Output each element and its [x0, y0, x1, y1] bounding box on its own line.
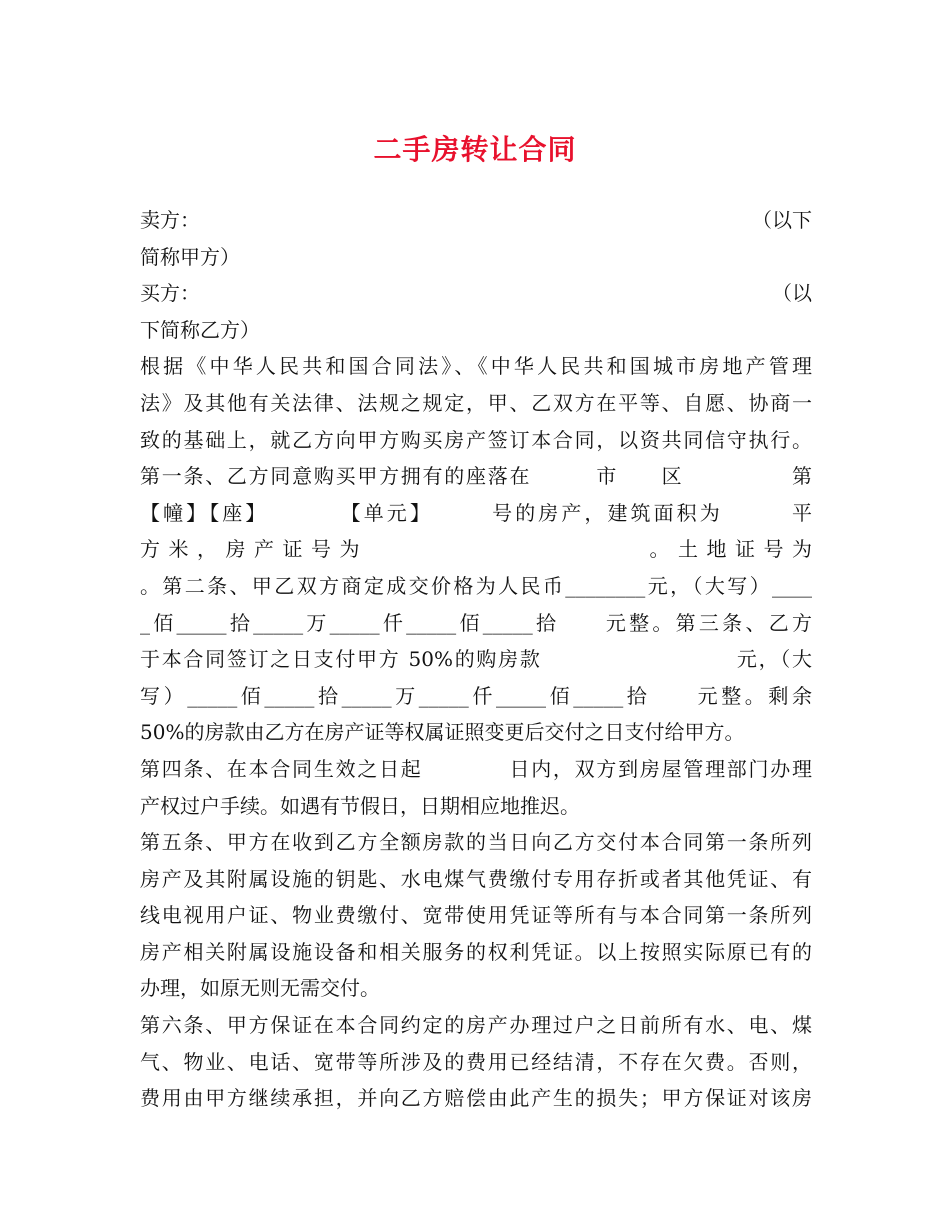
text-line: 50%的房款由乙方在房产证等权属证照变更后交付之日支付给甲方。: [140, 720, 745, 745]
text-line: 致的基础上，就乙方向甲方购买房产签订本合同，以资共同信守执行。: [140, 427, 812, 452]
text-line: 气、物业、电话、宽带等所涉及的费用已经结清，不存在欠费。否则，: [140, 1049, 812, 1074]
line-right-text: （以: [772, 281, 812, 306]
text-line: 第四条、在本合同生效之日起 日内，双方到房屋管理部门办理: [140, 756, 812, 781]
text-line: 法》及其他有关法律、法规之规定，甲、乙双方在平等、自愿、协商一: [140, 390, 812, 415]
text-line: 房产相关附属设施设备和相关服务的权利凭证。以上按照实际原已有的: [140, 939, 812, 964]
document-body: [140, 202, 812, 1117]
text-line: 简称甲方）: [140, 244, 240, 269]
text-line: 下简称乙方）: [140, 317, 260, 342]
text-line: 办理，如原无则无需交付。: [140, 976, 380, 1001]
text-line: [140, 202, 812, 239]
text-line: 【幢】【座】 【单元】 号的房产，建筑面积为 平: [140, 500, 812, 525]
text-line: 根据《中华人民共和国合同法》、《中华人民共和国城市房地产管理: [140, 354, 812, 379]
text-line: 第一条、乙方同意购买甲方拥有的座落在 市 区 第: [140, 464, 812, 489]
text-line: 房产及其附属设施的钥匙、水电煤气费缴付专用存折或者其他凭证、有: [140, 866, 812, 891]
text-line: [140, 275, 812, 312]
text-line: 第六条、甲方保证在本合同约定的房产办理过户之日前所有水、电、煤: [140, 1013, 812, 1038]
text-line: 于本合同签订之日支付甲方 50%的购房款 元，（大: [140, 647, 812, 672]
text-line: _佰_____拾_____万_____仟_____佰_____拾 元整。第三条、乙方: [140, 610, 812, 635]
text-line: 第五条、甲方在收到乙方全额房款的当日向乙方交付本合同第一条所列: [140, 830, 812, 855]
text-line: 方 米 ， 房 产 证 号 为 。 土 地 证 号 为: [140, 537, 812, 562]
line-left-text: 买方：: [140, 281, 200, 306]
document-title: 二手房转让合同: [373, 133, 577, 166]
text-line: 产权过户手续。如遇有节假日，日期相应地推迟。: [140, 793, 580, 818]
text-line: 。第二条、甲乙双方商定成交价格为人民币________元，（大写）____: [140, 573, 812, 598]
line-left-text: 卖方：: [140, 208, 200, 232]
line-right-text: （以下: [752, 208, 812, 232]
text-line: 费用由甲方继续承担，并向乙方赔偿由此产生的损失；甲方保证对该房: [140, 1086, 812, 1111]
text-line: 写）_____佰_____拾_____万_____仟_____佰_____拾 元整。剩余: [140, 683, 812, 708]
text-line: 线电视用户证、物业费缴付、宽带使用凭证等所有与本合同第一条所列: [140, 903, 812, 928]
